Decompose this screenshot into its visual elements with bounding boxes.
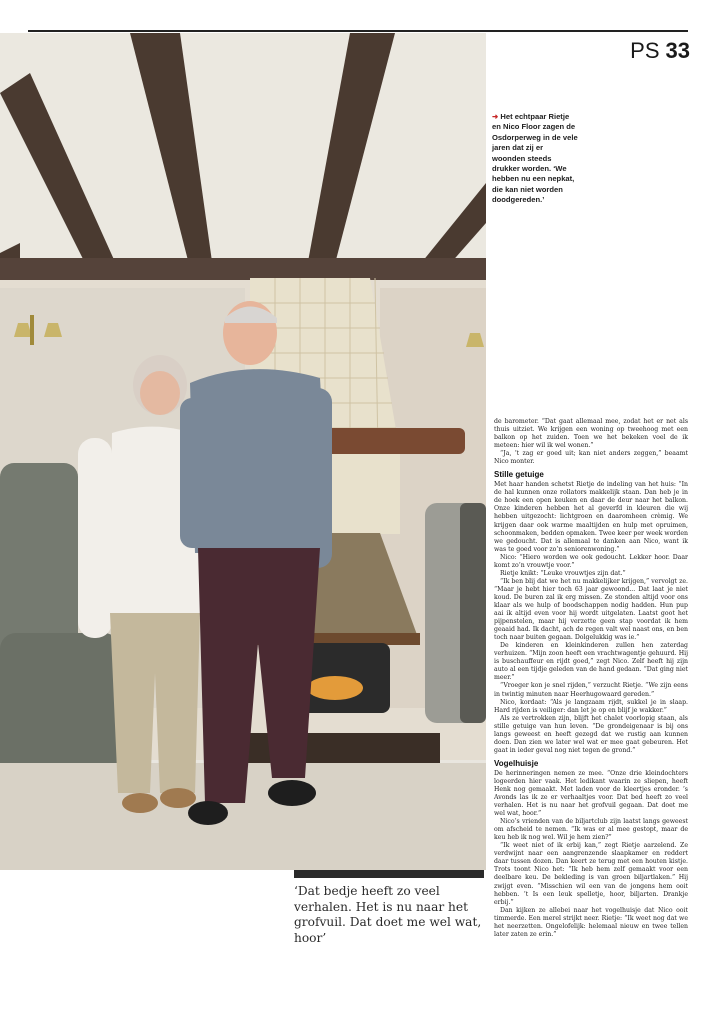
article-paragraph: de barometer. “Dat gaat allemaal mee, zodat het er net als thuis uitziet. We krijgen een woning op tweehoog met een balkon op het zuiden. Toen we het bekeken voel de ik meteen: hier wil ik wel wonen.”	[494, 418, 688, 450]
page-number: 33	[665, 38, 690, 63]
article-paragraph: “Vroeger kon je snel rijden,” verzucht Rietje. “We zijn eens in twintig minuten naar Heerhugowaard gereden.”	[494, 682, 688, 698]
article-photo	[0, 33, 486, 870]
article-paragraph: Als ze vertrokken zijn, blijft het chalet voorlopig staan, als stille getuige van hun leven. “De grondeigenaar is bij ons langs geweest en heeft gezegd dat we rustig aan kunnen doen. Dan zien we later wel wat er mee gaat gebeuren. Het gaat in ieder geval nog niet tegen de grond.”	[494, 714, 688, 754]
article-paragraph: Met haar handen schetst Rietje de indeling van het huis: “In de hal kunnen onze rollators makkelijk staan. Dan heb je in de hoek een open keuken en daar de deur naar het balkon. Onze kinderen hebben het al geverfd in kleuren die wij hebben uitgezocht: lichtgroen en daaromheen crèmig. We krijgen daar ook warme maaltijden en hulp met opruimen, schoonmaken, bedden opmaken. Twee keer per week worden we gedoucht. Dat is allemaal te danken aan Nico, want ik was te goed voor zo’n seniorenwoning.”	[494, 481, 688, 553]
pullquote-bar	[294, 870, 484, 878]
article-paragraph: Nico: “Hiero worden we ook gedoucht. Lekker hoor. Daar komt zo’n vrouwtje voor.”	[494, 553, 688, 569]
top-rule	[28, 30, 688, 32]
page-header	[600, 38, 690, 64]
photo-illustration	[0, 33, 486, 870]
article-paragraph: De kinderen en kleinkinderen zullen hen zaterdag verhuizen. “Mijn zoon heeft een vrachtwagentje gehuurd. Hij is buschauffeur en rijdt goed,” zegt Nico. Zelf heeft hij zijn auto al een tijdje geleden van de hand gedaan. “Dat ging niet meer.”	[494, 642, 688, 682]
pull-quote: ‘Dat bedje heeft zo veel verhalen. Het is nu naar het grofvuil. Dat doet me wel wat, hoor’	[294, 884, 482, 945]
article-paragraph: “Ik weet niet of ik erbij kan,” zegt Rietje aarzelend. Ze verdwijnt naar een aangrenzende slaapkamer en reddert daar tussen dozen. Dan keert ze terug met een houten kistje. Trots toont Nico het: “Ik heb hem zelf gemaakt voor een deelbare keu. De bekleding is van groen biljartlaken.” Hij zwijgt even. “Misschien wil een van de jongens hem ooit hebben. ’t Is een leuk spelletje, hoor, biljarten. Drankje erbij.”	[494, 842, 688, 906]
subheading-vogelhuisje: Vogelhuisje	[494, 758, 539, 768]
caption-text: Het echtpaar Rietje en Nico Floor zagen de Osdorperweg in de vele jaren dat zij er woonden steeds drukker worden. ‘We hebben nu een nepkat, die kan niet worden doodgereden.’	[492, 112, 578, 205]
article-body	[494, 418, 688, 939]
article-paragraph: Nico, kordaat: “Als je langzaam rijdt, sukkel je in slaap. Hard rijden is veiliger: dan let je op en blijf je wakker.”	[494, 698, 688, 714]
subheading-stille-getuige: Stille getuige	[494, 470, 544, 480]
article-paragraph: “Ik ben blij dat we het nu makkelijker krijgen,” vervolgt ze. “Maar je hebt hier toch 63 jaar gewoond... Dat laat je niet koud. De buren zal ik erg missen. Ze stonden altijd voor ons klaar als we hulp of boodschappen nodig hadden. Hun pup aai ik altijd even voor hij wordt uitgelaten. Laatst goot het pijpenstelen, maar hij verzette geen stap voordat ik hem geaaid had. Ik dacht, ach de regen valt wel naast ons, en ben toch naar buiten gegaan. Dolgelukkig was ie.”	[494, 577, 688, 642]
article-paragraph: Nico’s vrienden van de biljartclub zijn laatst langs geweest om afscheid te nemen. “Ik was er al mee gestopt, maar de keu heb ik nog wel. Wil je hem zien?”	[494, 818, 688, 842]
section-label: PS	[630, 38, 660, 63]
article-paragraph: De herinneringen nemen ze mee. “Onze drie kleindochters logeerden hier vaak. Het ledikant waarin ze sliepen, heeft Henk nog gemaakt. Met laden voor de kleertjes eronder. ’s Avonds las ik ze er verhaaltjes voor. Dat bed heeft zo veel verhalen. Het is nu naar het grofvuil gegaan. Dat doet me wel wat, hoor.”	[494, 769, 688, 818]
article-paragraph: Dan kijken ze allebei naar het vogelhuisje dat Nico ooit timmerde. Een merel strijkt neer. Rietje: “Ik weet nog dat we het neerzetten. Ongelofelijk: helemaal nieuw en twee tellen later zaten ze erin.”	[494, 906, 688, 938]
article-paragraph: “Ja, ’t zag er goed uit; kan niet anders zeggen,” beaamt Nico monter.	[494, 450, 688, 466]
caption-arrow-icon: ➜	[492, 112, 499, 121]
article-paragraph: Rietje knikt: “Leuke vrouwtjes zijn dat.”	[500, 569, 626, 577]
photo-caption	[492, 112, 578, 206]
